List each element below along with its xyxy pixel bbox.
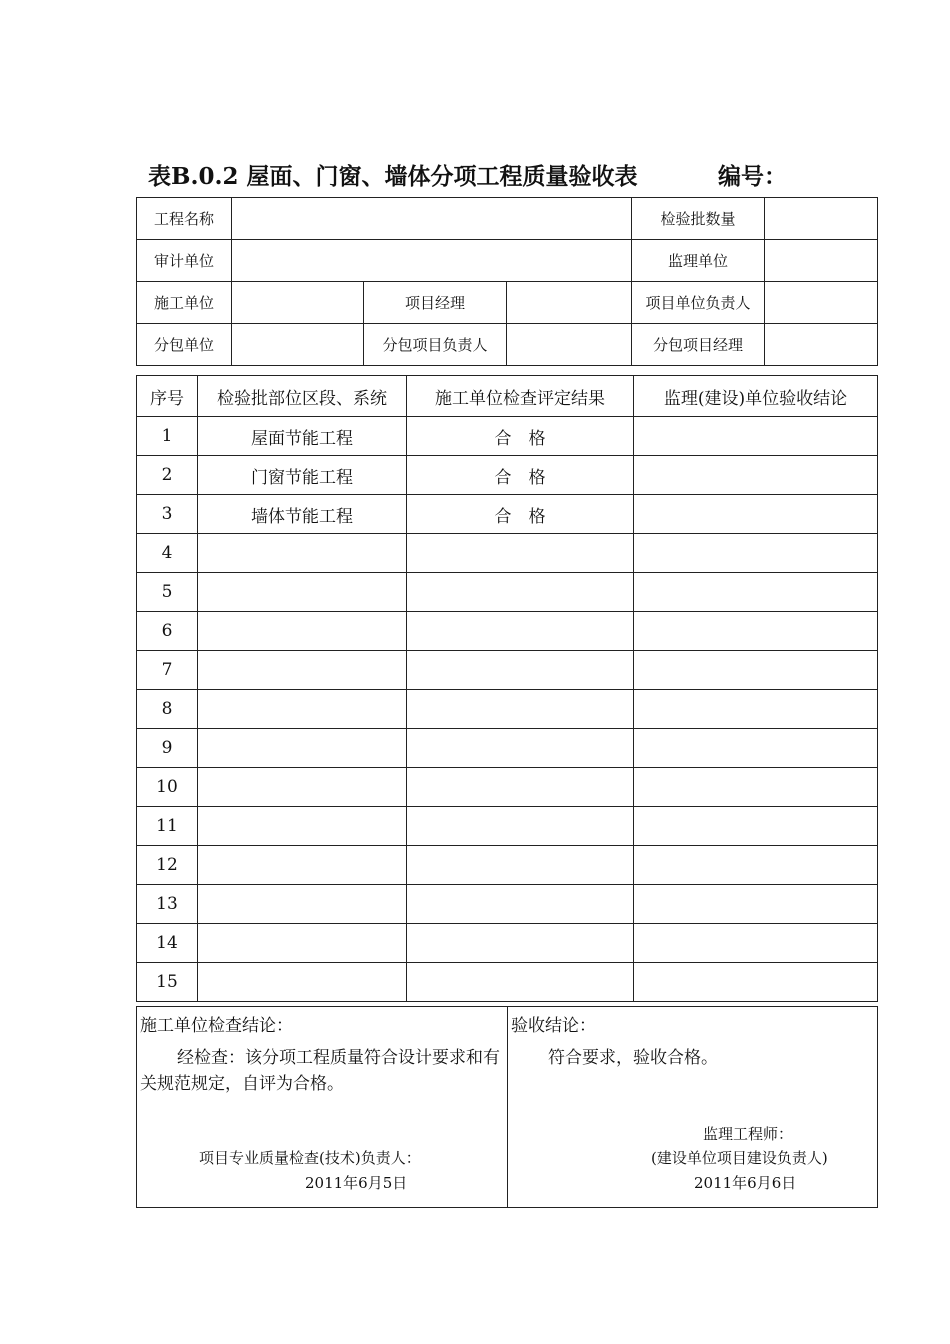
supervision-unit-field[interactable]: [765, 240, 878, 282]
row-conclusion[interactable]: [634, 612, 878, 651]
row-number: 5: [137, 573, 198, 612]
row-number: 10: [137, 768, 198, 807]
table-row: [137, 807, 878, 846]
row-result[interactable]: [407, 651, 634, 690]
table-row: [137, 729, 878, 768]
column-header-part: 检验批部位区段、系统: [198, 376, 407, 417]
row-result[interactable]: [407, 534, 634, 573]
row-number: 12: [137, 846, 198, 885]
construction-unit-field[interactable]: [232, 282, 364, 324]
row-part[interactable]: [198, 729, 407, 768]
acceptance-date: 2011年6月6日: [694, 1174, 797, 1192]
row-conclusion[interactable]: [634, 924, 878, 963]
row-number: 2: [137, 456, 198, 495]
row-conclusion[interactable]: [634, 729, 878, 768]
row-part[interactable]: [198, 846, 407, 885]
row-result[interactable]: 合 格: [407, 417, 634, 456]
row-part[interactable]: [198, 807, 407, 846]
row-result[interactable]: [407, 846, 634, 885]
subcontract-manager-field[interactable]: [765, 324, 878, 366]
row-number: 15: [137, 963, 198, 1002]
table-row: [137, 651, 878, 690]
table-row: [137, 690, 878, 729]
row-result[interactable]: [407, 690, 634, 729]
row-number: 6: [137, 612, 198, 651]
table-row: [137, 963, 878, 1002]
project-manager-field[interactable]: [507, 282, 632, 324]
row-part[interactable]: [198, 690, 407, 729]
table-row: [137, 924, 878, 963]
column-header-conclusion: 监理(建设)单位验收结论: [634, 376, 878, 417]
table-row: [137, 573, 878, 612]
row-result[interactable]: [407, 807, 634, 846]
row-conclusion[interactable]: [634, 885, 878, 924]
construction-check-conclusion[interactable]: [137, 1007, 508, 1208]
row-conclusion[interactable]: [634, 573, 878, 612]
table-row: [137, 495, 878, 534]
row-result[interactable]: [407, 768, 634, 807]
row-number: 14: [137, 924, 198, 963]
project-unit-lead-label: 项目单位负责人: [632, 282, 765, 324]
row-result[interactable]: 合 格: [407, 495, 634, 534]
row-number: 9: [137, 729, 198, 768]
row-part[interactable]: [198, 768, 407, 807]
row-conclusion[interactable]: [634, 963, 878, 1002]
owner-lead-note: (建设单位项目建设负责人): [651, 1149, 828, 1167]
audit-unit-label: 审计单位: [137, 240, 232, 282]
row-number: 3: [137, 495, 198, 534]
construction-check-title: 施工单位检查结论：: [140, 1016, 293, 1036]
row-conclusion[interactable]: [634, 846, 878, 885]
row-result[interactable]: [407, 885, 634, 924]
acceptance-conclusion[interactable]: [508, 1007, 878, 1208]
table-row: [137, 456, 878, 495]
subcontract-manager-label: 分包项目经理: [632, 324, 765, 366]
construction-unit-label: 施工单位: [137, 282, 232, 324]
subcontract-lead-field[interactable]: [507, 324, 632, 366]
row-result[interactable]: [407, 612, 634, 651]
conclusion-table: [136, 1006, 878, 1208]
inspection-items-table: [136, 375, 878, 1002]
row-part[interactable]: 墙体节能工程: [198, 495, 407, 534]
acceptance-conclusion-title: 验收结论：: [511, 1016, 596, 1036]
row-result[interactable]: 合 格: [407, 456, 634, 495]
row-conclusion[interactable]: [634, 651, 878, 690]
subcontract-unit-label: 分包单位: [137, 324, 232, 366]
table-row: [137, 885, 878, 924]
row-conclusion[interactable]: [634, 690, 878, 729]
row-part[interactable]: [198, 924, 407, 963]
supervising-engineer-label: 监理工程师：: [703, 1125, 794, 1143]
table-row: [137, 534, 878, 573]
row-number: 13: [137, 885, 198, 924]
row-conclusion[interactable]: [634, 807, 878, 846]
project-name-label: 工程名称: [137, 198, 232, 240]
row-conclusion[interactable]: [634, 495, 878, 534]
row-conclusion[interactable]: [634, 417, 878, 456]
table-row: [137, 768, 878, 807]
subcontract-unit-field[interactable]: [232, 324, 364, 366]
quality-lead-signature-label: 项目专业质量检查(技术)负责人：: [199, 1149, 421, 1167]
serial-number-label: 编号：: [718, 163, 787, 190]
table-header-row: [137, 376, 878, 417]
column-header-result: 施工单位检查评定结果: [407, 376, 634, 417]
row-result[interactable]: [407, 573, 634, 612]
table-row: [137, 612, 878, 651]
column-header-no: 序号: [137, 376, 198, 417]
row-part[interactable]: [198, 612, 407, 651]
row-conclusion[interactable]: [634, 768, 878, 807]
form-title: 表B.0.2 屋面、门窗、墙体分项工程质量验收表: [148, 163, 638, 190]
row-part[interactable]: 门窗节能工程: [198, 456, 407, 495]
row-number: 7: [137, 651, 198, 690]
project-unit-lead-field[interactable]: [765, 282, 878, 324]
row-number: 8: [137, 690, 198, 729]
audit-unit-field[interactable]: [232, 240, 632, 282]
row-conclusion[interactable]: [634, 534, 878, 573]
row-part[interactable]: 屋面节能工程: [198, 417, 407, 456]
row-conclusion[interactable]: [634, 456, 878, 495]
construction-check-body: 经检查：该分项工程质量符合设计要求和有关规范规定，自评为合格。: [140, 1048, 500, 1094]
row-result[interactable]: [407, 729, 634, 768]
table-row: [137, 417, 878, 456]
table-row: [137, 846, 878, 885]
supervision-unit-label: 监理单位: [632, 240, 765, 282]
row-number: 1: [137, 417, 198, 456]
row-part[interactable]: [198, 963, 407, 1002]
row-part[interactable]: [198, 534, 407, 573]
subcontract-lead-label: 分包项目负责人: [364, 324, 507, 366]
row-part[interactable]: [198, 573, 407, 612]
construction-check-date: 2011年6月5日: [305, 1174, 408, 1192]
page-title: [148, 158, 828, 192]
batch-count-field[interactable]: [765, 198, 878, 240]
acceptance-conclusion-body: 符合要求，验收合格。: [548, 1048, 718, 1068]
batch-count-label: 检验批数量: [632, 198, 765, 240]
row-part[interactable]: [198, 651, 407, 690]
row-number: 4: [137, 534, 198, 573]
project-name-field[interactable]: [232, 198, 632, 240]
row-result[interactable]: [407, 924, 634, 963]
project-info-table: [136, 197, 878, 366]
row-result[interactable]: [407, 963, 634, 1002]
row-part[interactable]: [198, 885, 407, 924]
project-manager-label: 项目经理: [364, 282, 507, 324]
row-number: 11: [137, 807, 198, 846]
